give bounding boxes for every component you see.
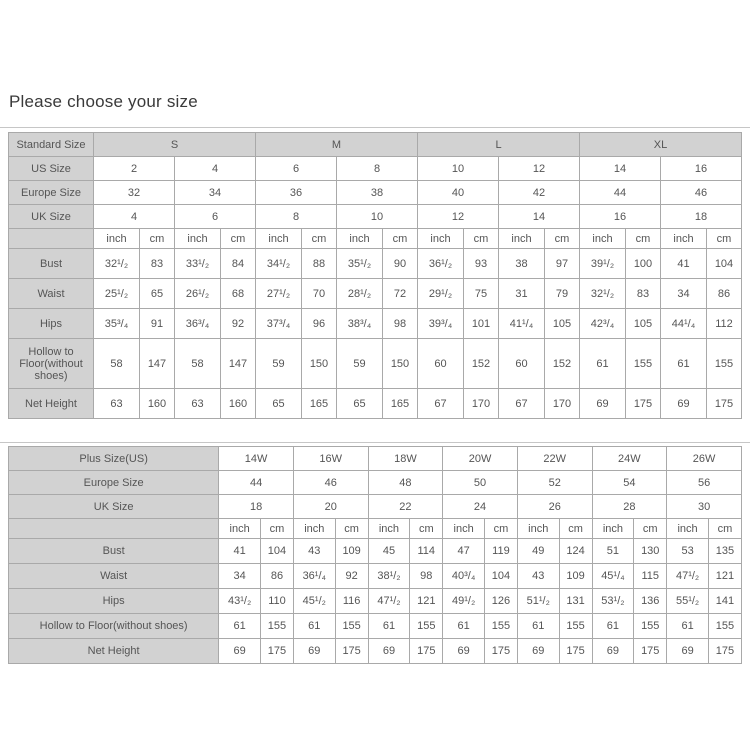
unit-inch-cell: inch [418, 229, 464, 249]
cm-value-cell: 105 [626, 309, 661, 339]
cm-value-cell: 93 [464, 249, 499, 279]
cm-value-cell: 175 [261, 639, 294, 664]
inch-value-cell: 61 [219, 614, 261, 639]
cm-value-cell: 160 [221, 389, 256, 419]
inch-value-cell: 65 [256, 389, 302, 419]
size-cell: 2 [94, 157, 175, 181]
unit-inch-cell: inch [517, 519, 559, 539]
cm-value-cell: 104 [707, 249, 742, 279]
unit-inch-cell: inch [256, 229, 302, 249]
unit-cm-cell: cm [634, 519, 667, 539]
size-cell: 14W [219, 447, 294, 471]
cm-value-cell: 155 [634, 614, 667, 639]
inch-value-cell: 55¹/₂ [667, 589, 709, 614]
cm-value-cell: 112 [707, 309, 742, 339]
inch-value-cell: 39³/₄ [418, 309, 464, 339]
page-title: Please choose your size [9, 92, 198, 111]
size-cell: 48 [368, 471, 443, 495]
inch-value-cell: 49¹/₂ [443, 589, 485, 614]
cm-value-cell: 152 [464, 339, 499, 389]
cm-value-cell: 155 [707, 339, 742, 389]
cm-value-cell: 141 [708, 589, 741, 614]
cm-value-cell: 155 [559, 614, 592, 639]
size-cell: 34 [175, 181, 256, 205]
size-cell: 54 [592, 471, 667, 495]
unit-inch-cell: inch [94, 229, 140, 249]
cm-value-cell: 121 [708, 564, 741, 589]
cm-value-cell: 98 [383, 309, 418, 339]
cm-value-cell: 155 [485, 614, 518, 639]
unit-inch-cell: inch [337, 229, 383, 249]
inch-value-cell: 59 [337, 339, 383, 389]
size-cell: 10 [337, 205, 418, 229]
cm-value-cell: 92 [335, 564, 368, 589]
row-label: Waist [9, 564, 219, 589]
cm-value-cell: 175 [335, 639, 368, 664]
standard-size-section [0, 129, 750, 419]
inch-value-cell: 69 [368, 639, 410, 664]
inch-value-cell: 45¹/₂ [293, 589, 335, 614]
inch-value-cell: 65 [337, 389, 383, 419]
size-cell: 44 [219, 471, 294, 495]
unit-inch-cell: inch [219, 519, 261, 539]
inch-value-cell: 40³/₄ [443, 564, 485, 589]
inch-value-cell: 61 [661, 339, 707, 389]
inch-value-cell: 47¹/₂ [368, 589, 410, 614]
unit-cm-cell: cm [140, 229, 175, 249]
inch-value-cell: 63 [175, 389, 221, 419]
size-cell: 24W [592, 447, 667, 471]
cm-value-cell: 65 [140, 279, 175, 309]
cm-value-cell: 175 [708, 639, 741, 664]
inch-value-cell: 61 [293, 614, 335, 639]
cm-value-cell: 170 [464, 389, 499, 419]
inch-value-cell: 51 [592, 539, 634, 564]
inch-value-cell: 53¹/₂ [592, 589, 634, 614]
row-label: Net Height [9, 389, 94, 419]
unit-inch-cell: inch [499, 229, 545, 249]
unit-cm-cell: cm [485, 519, 518, 539]
size-cell: 36 [256, 181, 337, 205]
row-label: Europe Size [9, 181, 94, 205]
size-cell: 42 [499, 181, 580, 205]
row-label: Europe Size [9, 471, 219, 495]
row-label: Bust [9, 249, 94, 279]
inch-value-cell: 61 [667, 614, 709, 639]
size-cell: 46 [293, 471, 368, 495]
inch-value-cell: 36³/₄ [175, 309, 221, 339]
inch-value-cell: 60 [418, 339, 464, 389]
inch-value-cell: 38¹/₂ [368, 564, 410, 589]
group-header-cell: XL [580, 133, 742, 157]
unit-inch-cell: inch [175, 229, 221, 249]
cm-value-cell: 90 [383, 249, 418, 279]
cm-value-cell: 131 [559, 589, 592, 614]
inch-value-cell: 67 [418, 389, 464, 419]
row-label: Hollow to Floor(without shoes) [9, 614, 219, 639]
plus-size-table [8, 446, 742, 664]
row-label: UK Size [9, 495, 219, 519]
cm-value-cell: 147 [140, 339, 175, 389]
size-cell: 50 [443, 471, 518, 495]
inch-value-cell: 34 [219, 564, 261, 589]
inch-value-cell: 35³/₄ [94, 309, 140, 339]
cm-value-cell: 105 [545, 309, 580, 339]
inch-value-cell: 63 [94, 389, 140, 419]
row-label: Standard Size [9, 133, 94, 157]
size-cell: 14 [580, 157, 661, 181]
size-cell: 52 [517, 471, 592, 495]
cm-value-cell: 175 [707, 389, 742, 419]
row-label: Hips [9, 589, 219, 614]
cm-value-cell: 150 [383, 339, 418, 389]
inch-value-cell: 58 [94, 339, 140, 389]
cm-value-cell: 84 [221, 249, 256, 279]
size-cell: 18W [368, 447, 443, 471]
size-cell: 26W [667, 447, 742, 471]
measure-row [9, 249, 742, 279]
cm-value-cell: 86 [261, 564, 294, 589]
cm-value-cell: 175 [626, 389, 661, 419]
measure-row [9, 614, 742, 639]
inch-value-cell: 27¹/₂ [256, 279, 302, 309]
unit-cm-cell: cm [626, 229, 661, 249]
inch-value-cell: 51¹/₂ [517, 589, 559, 614]
inch-value-cell: 45 [368, 539, 410, 564]
inch-value-cell: 34¹/₂ [256, 249, 302, 279]
size-cell: 56 [667, 471, 742, 495]
size-cell: 6 [256, 157, 337, 181]
inch-value-cell: 31 [499, 279, 545, 309]
cm-value-cell: 97 [545, 249, 580, 279]
plus-size-section [0, 443, 750, 664]
size-cell: 30 [667, 495, 742, 519]
unit-inch-cell: inch [443, 519, 485, 539]
unit-cm-cell: cm [545, 229, 580, 249]
cm-value-cell: 116 [335, 589, 368, 614]
size-cell: 38 [337, 181, 418, 205]
size-row [9, 181, 742, 205]
cm-value-cell: 121 [410, 589, 443, 614]
group-header-row [9, 133, 742, 157]
cm-value-cell: 98 [410, 564, 443, 589]
size-row [9, 495, 742, 519]
cm-value-cell: 155 [335, 614, 368, 639]
size-cell: 6 [175, 205, 256, 229]
row-label [9, 229, 94, 249]
cm-value-cell: 68 [221, 279, 256, 309]
cm-value-cell: 72 [383, 279, 418, 309]
inch-value-cell: 39¹/₂ [580, 249, 626, 279]
unit-row [9, 519, 742, 539]
cm-value-cell: 136 [634, 589, 667, 614]
cm-value-cell: 165 [302, 389, 337, 419]
inch-value-cell: 38 [499, 249, 545, 279]
size-row [9, 447, 742, 471]
inch-value-cell: 33¹/₂ [175, 249, 221, 279]
cm-value-cell: 114 [410, 539, 443, 564]
cm-value-cell: 83 [626, 279, 661, 309]
inch-value-cell: 61 [592, 614, 634, 639]
inch-value-cell: 69 [293, 639, 335, 664]
inch-value-cell: 44¹/₄ [661, 309, 707, 339]
size-cell: 18 [661, 205, 742, 229]
unit-row [9, 229, 742, 249]
inch-value-cell: 58 [175, 339, 221, 389]
size-cell: 44 [580, 181, 661, 205]
cm-value-cell: 155 [261, 614, 294, 639]
measure-row [9, 339, 742, 389]
inch-value-cell: 32¹/₂ [580, 279, 626, 309]
cm-value-cell: 150 [302, 339, 337, 389]
cm-value-cell: 101 [464, 309, 499, 339]
inch-value-cell: 69 [517, 639, 559, 664]
cm-value-cell: 135 [708, 539, 741, 564]
cm-value-cell: 83 [140, 249, 175, 279]
unit-cm-cell: cm [302, 229, 337, 249]
inch-value-cell: 28¹/₂ [337, 279, 383, 309]
inch-value-cell: 67 [499, 389, 545, 419]
group-header-cell: M [256, 133, 418, 157]
inch-value-cell: 38³/₄ [337, 309, 383, 339]
measure-row [9, 564, 742, 589]
size-cell: 28 [592, 495, 667, 519]
inch-value-cell: 34 [661, 279, 707, 309]
size-cell: 8 [337, 157, 418, 181]
unit-cm-cell: cm [708, 519, 741, 539]
size-cell: 12 [418, 205, 499, 229]
size-cell: 12 [499, 157, 580, 181]
inch-value-cell: 37³/₄ [256, 309, 302, 339]
size-cell: 40 [418, 181, 499, 205]
cm-value-cell: 155 [410, 614, 443, 639]
measure-row [9, 279, 742, 309]
inch-value-cell: 45¹/₄ [592, 564, 634, 589]
cm-value-cell: 75 [464, 279, 499, 309]
cm-value-cell: 110 [261, 589, 294, 614]
row-label: Hips [9, 309, 94, 339]
cm-value-cell: 155 [708, 614, 741, 639]
inch-value-cell: 59 [256, 339, 302, 389]
measure-row [9, 539, 742, 564]
inch-value-cell: 41¹/₄ [499, 309, 545, 339]
cm-value-cell: 70 [302, 279, 337, 309]
inch-value-cell: 61 [517, 614, 559, 639]
measure-row [9, 309, 742, 339]
cm-value-cell: 109 [335, 539, 368, 564]
inch-value-cell: 41 [219, 539, 261, 564]
cm-value-cell: 96 [302, 309, 337, 339]
cm-value-cell: 175 [559, 639, 592, 664]
row-label: Hollow to Floor(without shoes) [9, 339, 94, 389]
unit-inch-cell: inch [592, 519, 634, 539]
inch-value-cell: 49 [517, 539, 559, 564]
unit-cm-cell: cm [383, 229, 418, 249]
unit-cm-cell: cm [410, 519, 443, 539]
inch-value-cell: 47¹/₂ [667, 564, 709, 589]
inch-value-cell: 69 [219, 639, 261, 664]
inch-value-cell: 35¹/₂ [337, 249, 383, 279]
size-cell: 8 [256, 205, 337, 229]
measure-row [9, 389, 742, 419]
measure-row [9, 589, 742, 614]
inch-value-cell: 42³/₄ [580, 309, 626, 339]
inch-value-cell: 47 [443, 539, 485, 564]
inch-value-cell: 43¹/₂ [219, 589, 261, 614]
cm-value-cell: 86 [707, 279, 742, 309]
inch-value-cell: 36¹/₂ [418, 249, 464, 279]
inch-value-cell: 32¹/₂ [94, 249, 140, 279]
inch-value-cell: 61 [443, 614, 485, 639]
row-label: Net Height [9, 639, 219, 664]
cm-value-cell: 170 [545, 389, 580, 419]
size-cell: 14 [499, 205, 580, 229]
size-cell: 32 [94, 181, 175, 205]
size-cell: 24 [443, 495, 518, 519]
cm-value-cell: 124 [559, 539, 592, 564]
inch-value-cell: 69 [443, 639, 485, 664]
size-cell: 20W [443, 447, 518, 471]
inch-value-cell: 29¹/₂ [418, 279, 464, 309]
cm-value-cell: 92 [221, 309, 256, 339]
unit-inch-cell: inch [580, 229, 626, 249]
cm-value-cell: 130 [634, 539, 667, 564]
unit-inch-cell: inch [667, 519, 709, 539]
cm-value-cell: 175 [485, 639, 518, 664]
size-cell: 16 [661, 157, 742, 181]
inch-value-cell: 26¹/₂ [175, 279, 221, 309]
inch-value-cell: 69 [592, 639, 634, 664]
size-cell: 22 [368, 495, 443, 519]
row-label [9, 519, 219, 539]
inch-value-cell: 69 [661, 389, 707, 419]
size-cell: 16W [293, 447, 368, 471]
inch-value-cell: 61 [368, 614, 410, 639]
inch-value-cell: 36¹/₄ [293, 564, 335, 589]
row-label: Waist [9, 279, 94, 309]
cm-value-cell: 152 [545, 339, 580, 389]
cm-value-cell: 104 [485, 564, 518, 589]
cm-value-cell: 165 [383, 389, 418, 419]
cm-value-cell: 175 [410, 639, 443, 664]
inch-value-cell: 43 [517, 564, 559, 589]
cm-value-cell: 100 [626, 249, 661, 279]
cm-value-cell: 88 [302, 249, 337, 279]
inch-value-cell: 43 [293, 539, 335, 564]
size-cell: 20 [293, 495, 368, 519]
cm-value-cell: 79 [545, 279, 580, 309]
cm-value-cell: 126 [485, 589, 518, 614]
cm-value-cell: 160 [140, 389, 175, 419]
unit-cm-cell: cm [464, 229, 499, 249]
row-label: Plus Size(US) [9, 447, 219, 471]
inch-value-cell: 69 [580, 389, 626, 419]
size-row [9, 205, 742, 229]
row-label: UK Size [9, 205, 94, 229]
inch-value-cell: 25¹/₂ [94, 279, 140, 309]
unit-cm-cell: cm [261, 519, 294, 539]
size-cell: 22W [517, 447, 592, 471]
measure-row [9, 639, 742, 664]
size-cell: 4 [94, 205, 175, 229]
inch-value-cell: 60 [499, 339, 545, 389]
cm-value-cell: 104 [261, 539, 294, 564]
inch-value-cell: 41 [661, 249, 707, 279]
size-row [9, 471, 742, 495]
group-header-cell: S [94, 133, 256, 157]
row-label: US Size [9, 157, 94, 181]
standard-size-table [8, 132, 742, 419]
inch-value-cell: 69 [667, 639, 709, 664]
cm-value-cell: 147 [221, 339, 256, 389]
size-cell: 26 [517, 495, 592, 519]
cm-value-cell: 119 [485, 539, 518, 564]
unit-cm-cell: cm [559, 519, 592, 539]
inch-value-cell: 61 [580, 339, 626, 389]
cm-value-cell: 175 [634, 639, 667, 664]
inch-value-cell: 53 [667, 539, 709, 564]
size-cell: 46 [661, 181, 742, 205]
unit-cm-cell: cm [335, 519, 368, 539]
unit-cm-cell: cm [221, 229, 256, 249]
size-cell: 4 [175, 157, 256, 181]
unit-inch-cell: inch [293, 519, 335, 539]
unit-cm-cell: cm [707, 229, 742, 249]
unit-inch-cell: inch [368, 519, 410, 539]
cm-value-cell: 109 [559, 564, 592, 589]
row-label: Bust [9, 539, 219, 564]
cm-value-cell: 91 [140, 309, 175, 339]
size-cell: 16 [580, 205, 661, 229]
unit-inch-cell: inch [661, 229, 707, 249]
size-row [9, 157, 742, 181]
size-cell: 10 [418, 157, 499, 181]
group-header-cell: L [418, 133, 580, 157]
size-cell: 18 [219, 495, 294, 519]
cm-value-cell: 155 [626, 339, 661, 389]
cm-value-cell: 115 [634, 564, 667, 589]
